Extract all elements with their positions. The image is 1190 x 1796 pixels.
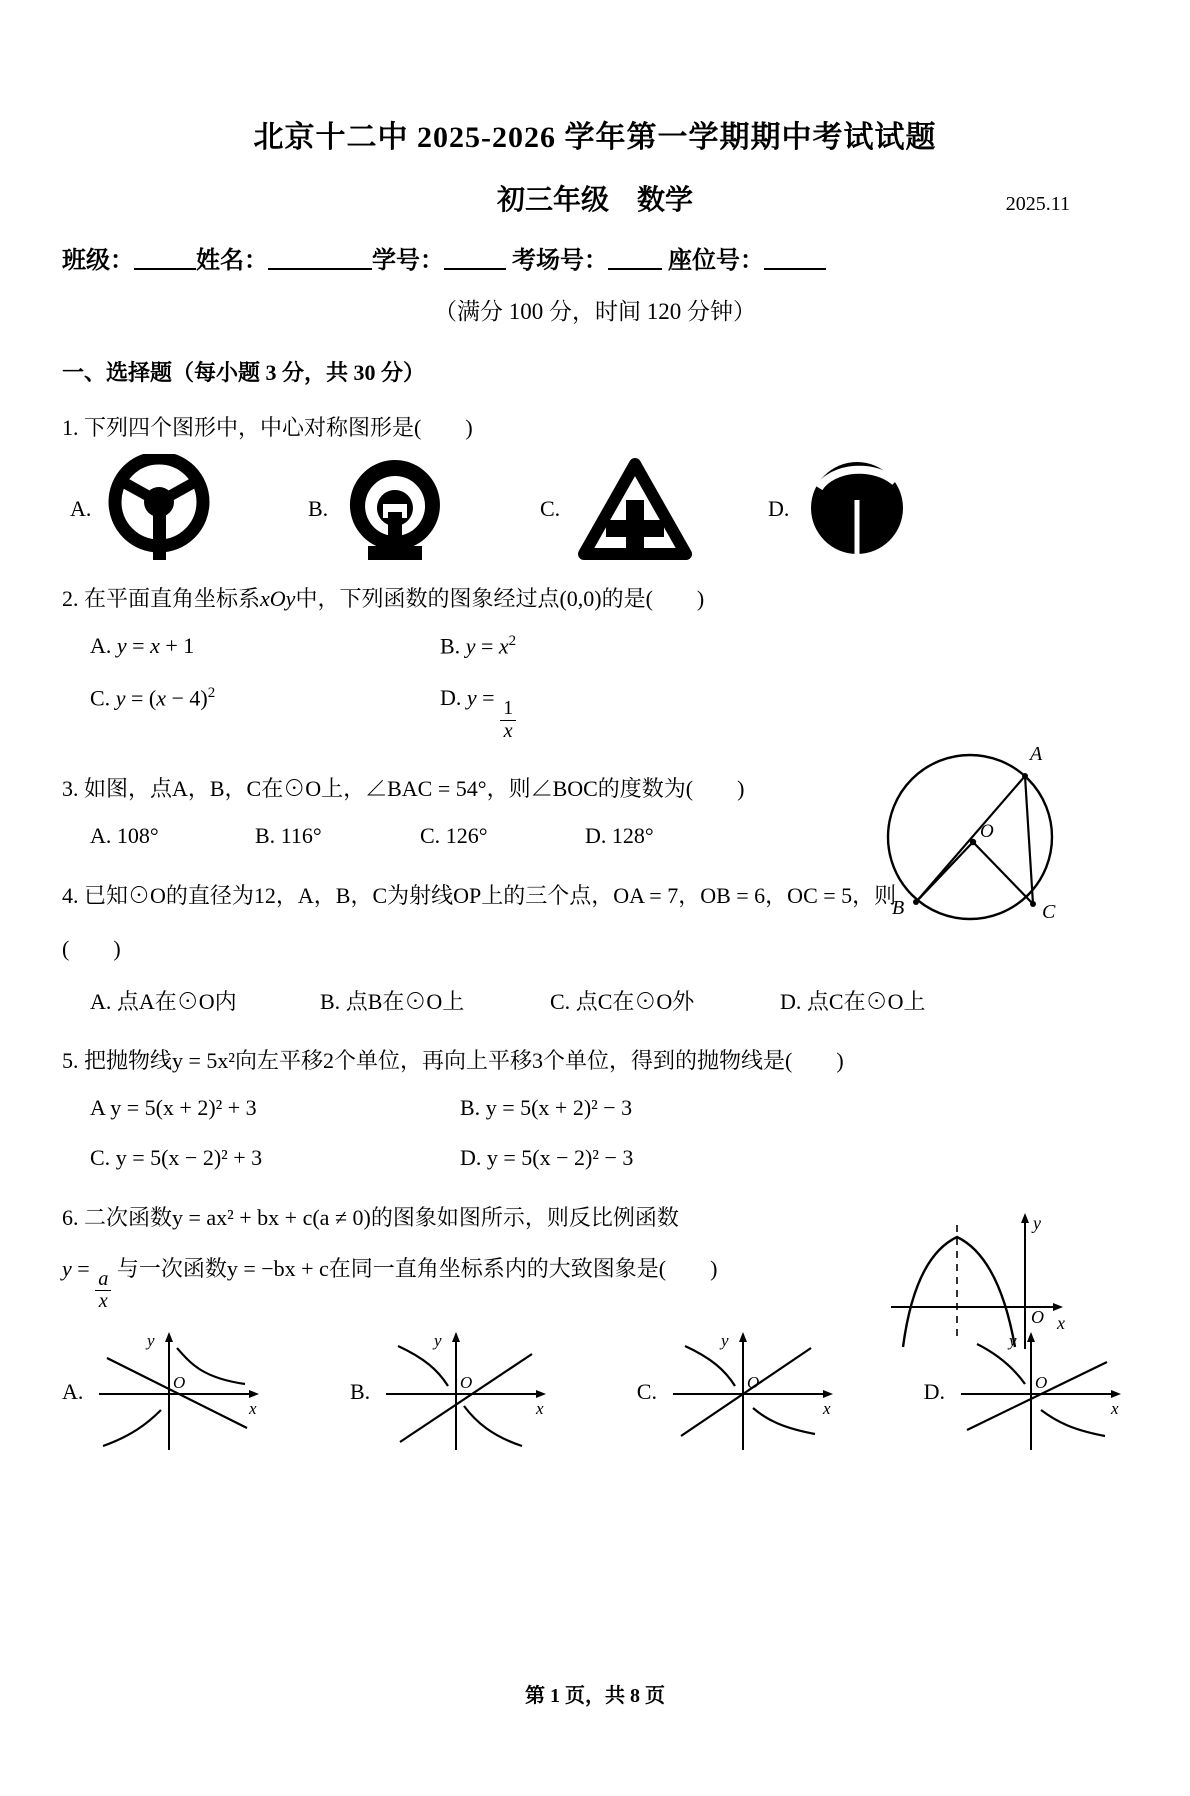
q4-option-b-value: 点B在⊙O上 <box>345 988 465 1014</box>
q5-option-c-value: y = 5(x − 2)² + 3 <box>115 1144 263 1170</box>
question-6-stem-line2 <box>0 1252 1190 1313</box>
q6-option-a[interactable] <box>62 1324 270 1459</box>
circle-label-c: C <box>1042 901 1056 923</box>
parabola-label-origin: O <box>1031 1307 1044 1327</box>
q6-option-b[interactable] <box>350 1324 557 1459</box>
q5-option-b[interactable] <box>460 1095 632 1121</box>
q5-option-d[interactable] <box>460 1145 633 1171</box>
q6-graph-b-icon <box>372 1324 557 1459</box>
question-2-number: 2. <box>62 586 79 611</box>
q2-option-a-label: A. <box>90 633 112 658</box>
circle-label-o: O <box>980 821 994 842</box>
q5-option-a[interactable] <box>90 1095 460 1121</box>
question-5 <box>0 1044 1190 1075</box>
q2-option-c[interactable]: C. $y = (x - 4)^2$ <box>90 685 216 711</box>
question-3-number: 3. <box>62 775 79 801</box>
option-a[interactable] <box>70 454 308 564</box>
parabola-label-y: y <box>1033 1213 1041 1233</box>
q4-option-d-value: 点C在⊙O上 <box>806 988 926 1014</box>
question-3 <box>0 772 1190 803</box>
exam-room-field[interactable] <box>608 268 662 270</box>
q4-option-d[interactable] <box>780 985 925 1016</box>
svg-text:x: x <box>822 1399 831 1419</box>
exam-page <box>0 112 1190 1796</box>
q6-graph-c-icon <box>659 1324 844 1459</box>
student-info-line <box>0 240 1190 275</box>
class-field[interactable] <box>134 268 196 270</box>
q5-option-d-label: D. <box>460 1144 482 1170</box>
option-c-label: C. <box>540 496 561 521</box>
score-time-note: （满分 100 分，时间 120 分钟） <box>434 299 756 324</box>
q5-option-c[interactable] <box>90 1145 460 1171</box>
label-name: 姓名： <box>196 248 268 274</box>
q4-option-b-label: B. <box>320 988 341 1014</box>
q5-option-b-label: B. <box>460 1094 481 1120</box>
exam-date: 2025.11 <box>1005 193 1070 215</box>
q3-option-b-value: 116° <box>280 822 322 848</box>
q6-option-c[interactable] <box>637 1324 844 1459</box>
q2-option-d-label: D. <box>440 685 462 711</box>
circle-label-a: A <box>1030 743 1043 765</box>
q4-option-c-value: 点C在⊙O外 <box>575 988 695 1014</box>
question-2-variable: xOy <box>260 586 296 611</box>
question-6-stem-line1: 二次函数y = ax² + bx + c(a ≠ 0)的图象如图所示，则反比例函数 <box>84 1204 679 1230</box>
label-student-id: 学号： <box>372 248 444 274</box>
label-seat: 座位号： <box>668 248 764 274</box>
svg-text:x: x <box>536 1399 544 1419</box>
question-2-stem-part2: 中，下列函数的图象经过点(0,0)的是( ) <box>295 586 705 611</box>
option-a-label: A. <box>70 496 92 521</box>
question-3-stem: 如图，点A，B，C在⊙O上，∠BAC = 54°，则∠BOC的度数为( ) <box>84 775 745 801</box>
q4-option-a-label: A. <box>90 988 112 1014</box>
q5-option-c-label: C. <box>90 1144 111 1170</box>
svg-text:y: y <box>1008 1331 1017 1351</box>
question-5-stem: 把抛物线y = 5x²向左平移2个单位，再向上平移3个单位，得到的抛物线是( ) <box>84 1047 844 1073</box>
q4-option-c[interactable] <box>550 985 780 1016</box>
q3-option-d[interactable] <box>585 823 654 849</box>
q2-option-b[interactable]: B. $y = x^2$ <box>440 633 517 659</box>
option-d[interactable] <box>768 454 919 564</box>
label-exam-room: 考场号： <box>512 248 608 274</box>
svg-text:O: O <box>746 1373 760 1393</box>
question-1-stem: 下列四个图形中，中心对称图形是( ) <box>84 415 473 440</box>
question-4-stem-line2: ( ) <box>62 935 121 961</box>
svg-text:x: x <box>1110 1399 1119 1419</box>
grade-subject: 初三年级 数学 <box>496 185 693 216</box>
svg-text:y: y <box>720 1331 729 1351</box>
q2-option-c-label: C. <box>90 685 111 711</box>
svg-text:x: x <box>249 1399 257 1419</box>
q3-option-c[interactable] <box>420 823 585 849</box>
q2-option-a[interactable]: A. y = x + 1 <box>90 633 195 658</box>
svg-text:O: O <box>1034 1373 1048 1393</box>
q6-option-a-label: A. <box>62 1378 84 1404</box>
q6-graph-a-icon <box>85 1324 270 1459</box>
option-b-label: B. <box>308 496 329 521</box>
question-6-number: 6. <box>62 1204 79 1230</box>
q3-option-c-value: 126° <box>445 822 488 848</box>
student-id-field[interactable] <box>444 268 506 270</box>
circle-label-b: B <box>892 897 905 919</box>
q3-option-b-label: B. <box>255 822 276 848</box>
question-4-number: 4. <box>62 882 79 908</box>
q6-option-c-label: C. <box>636 1378 657 1404</box>
q6-frac-den: x <box>98 1290 108 1313</box>
question-1-number: 1. <box>62 415 79 440</box>
china-railway-logo-icon <box>338 454 453 564</box>
q2-option-d[interactable]: D. y = $\frac{1}{x}$ <box>440 685 516 742</box>
q5-option-a-label: A <box>90 1094 105 1120</box>
q6-frac-num: a <box>98 1267 109 1290</box>
q3-option-a-label: A. <box>90 822 112 848</box>
q5-option-b-value: y = 5(x + 2)² − 3 <box>485 1094 633 1120</box>
q3-option-d-value: 128° <box>611 822 654 848</box>
q5-option-d-value: y = 5(x − 2)² − 3 <box>486 1144 634 1170</box>
section-1-heading: 一、选择题（每小题 3 分，共 30 分） <box>62 360 426 385</box>
question-1-options <box>0 454 1190 564</box>
question-2-stem-part1: 在平面直角坐标系 <box>84 586 261 611</box>
question-5-options-row-1 <box>0 1095 1190 1121</box>
q3-option-d-label: D. <box>585 822 607 848</box>
two-circles-logo-icon <box>799 454 919 564</box>
svg-text:y: y <box>434 1331 442 1351</box>
q2-option-b-label: B. <box>440 633 461 659</box>
q5-option-a-value: y = 5(x + 2)² + 3 <box>110 1094 257 1120</box>
question-2 <box>0 582 1190 613</box>
svg-text:O: O <box>173 1373 186 1393</box>
q6-equals: = <box>77 1255 90 1281</box>
triangle-plus-sign-icon <box>570 454 700 564</box>
question-5-options-row-2 <box>0 1145 1190 1171</box>
subtitle-row <box>0 178 1190 218</box>
q4-option-a[interactable] <box>90 985 320 1016</box>
option-b[interactable] <box>308 454 540 564</box>
question-1 <box>0 411 1190 442</box>
q3-option-c-label: C. <box>420 822 441 848</box>
question-2-options-row-1 <box>0 633 1190 659</box>
q3-option-a-value: 108° <box>116 822 159 848</box>
q4-option-a-value: 点A在⊙O内 <box>116 988 237 1014</box>
svg-text:O: O <box>460 1373 473 1393</box>
seat-field[interactable] <box>764 268 826 270</box>
page-footer: 第 1 页，共 8 页 <box>525 1685 665 1707</box>
option-c[interactable] <box>540 454 768 564</box>
page-title: 北京十二中 2025-2026 学年第一学期期中考试试题 <box>253 121 937 154</box>
question-5-number: 5. <box>62 1047 79 1073</box>
q6-option-b-label: B. <box>350 1378 371 1404</box>
label-class: 班级： <box>62 248 134 274</box>
parabola-label-x: x <box>1057 1313 1065 1333</box>
q4-option-d-label: D. <box>780 988 802 1014</box>
svg-text:y: y <box>147 1331 155 1351</box>
steering-wheel-logo-icon <box>101 454 221 564</box>
q3-option-a[interactable] <box>90 823 255 849</box>
question-6 <box>0 1201 1190 1232</box>
q6-y-symbol: y <box>62 1255 72 1281</box>
q6-option-d-label: D. <box>923 1378 945 1404</box>
q4-option-b[interactable] <box>320 985 550 1016</box>
q6-fraction <box>95 1269 111 1312</box>
question-4 <box>0 879 1190 910</box>
q3-option-b[interactable] <box>255 823 420 849</box>
question-6-stem-line2-tail: 与一次函数y = −bx + c在同一直角坐标系内的大致图象是( ) <box>116 1255 718 1281</box>
name-field[interactable] <box>268 268 372 270</box>
question-4-stem: 已知⊙O的直径为12，A，B，C为射线OP上的三个点，OA = 7，OB = 6，OC = 5，则 <box>84 882 897 908</box>
option-d-label: D. <box>768 496 790 521</box>
question-4-options <box>0 985 1190 1016</box>
q4-option-c-label: C. <box>550 988 571 1014</box>
